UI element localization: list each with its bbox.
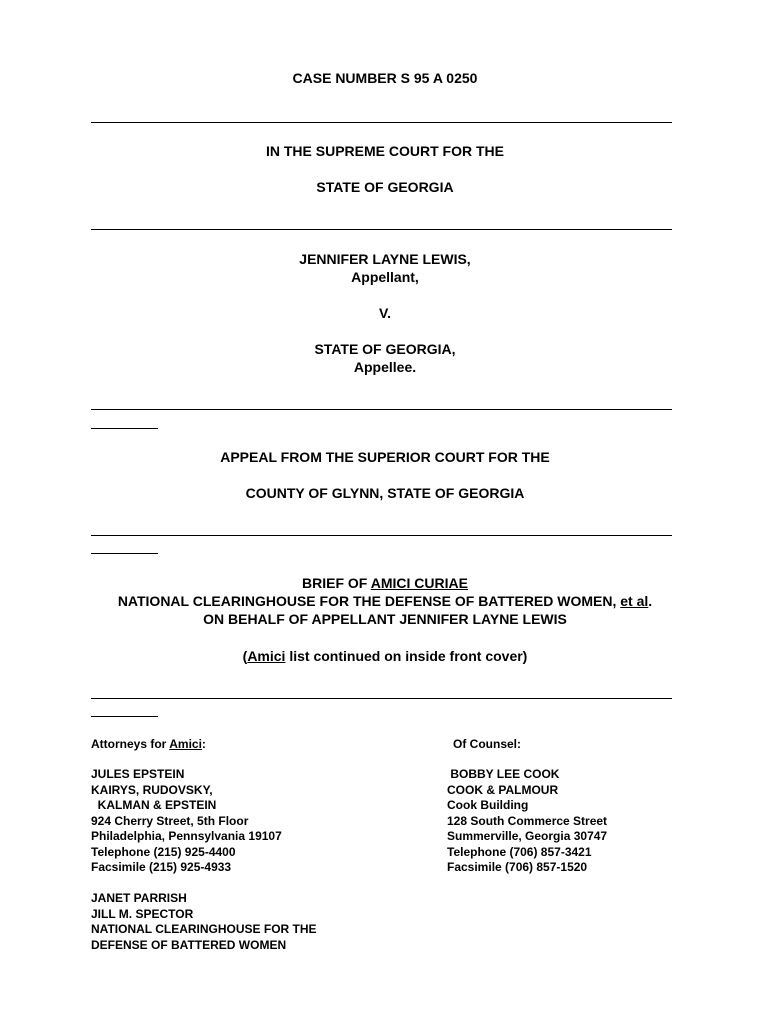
amici-underlined: Amici <box>169 737 202 751</box>
divider <box>91 229 672 230</box>
appeal-line-1: APPEAL FROM THE SUPERIOR COURT FOR THE <box>220 449 550 465</box>
short-divider <box>91 553 158 554</box>
appellee-name: STATE OF GEORGIA, <box>314 341 456 357</box>
court-line-2: STATE OF GEORGIA <box>316 179 454 195</box>
attorney-block-epstein: JULES EPSTEIN KAIRYS, RUDOVSKY, KALMAN & EPSTEIN 924 Cherry Street, 5th Floor Philadelphia, Pennsylvania 19107 Telephone (215) 925-4400 Facsimile (215) 925-4933 <box>91 767 282 874</box>
appellee-role: Appellee. <box>353 359 417 375</box>
divider <box>91 409 672 410</box>
appellant-role: Appellant, <box>351 269 419 285</box>
amici-curiae-underlined: AMICI CURIAE <box>370 575 468 591</box>
counsel-block-cook: BOBBY LEE COOK COOK & PALMOUR Cook Building 128 South Commerce Street Summerville, Georgia 30747 Telephone (706) 857-3421 Facsimile (706) 857-1520 <box>447 767 608 874</box>
amici-note: (Amici list continued on inside front cover) <box>242 648 528 664</box>
attorneys-heading: Attorneys for Amici: <box>91 737 206 751</box>
appellant-name: JENNIFER LAYNE LEWIS, <box>299 251 471 267</box>
attorney-block-clearinghouse: JANET PARRISH JILL M. SPECTOR NATIONAL CLEARINGHOUSE FOR THE DEFENSE OF BATTERED WOMEN <box>91 891 317 952</box>
brief-line-2: NATIONAL CLEARINGHOUSE FOR THE DEFENSE OF BATTERED WOMEN, et al. <box>117 593 653 609</box>
short-divider <box>91 428 158 429</box>
appeal-line-2: COUNTY OF GLYNN, STATE OF GEORGIA <box>245 485 525 501</box>
court-line-1: IN THE SUPREME COURT FOR THE <box>265 143 504 159</box>
case-number: CASE NUMBER S 95 A 0250 <box>292 70 478 86</box>
short-divider <box>91 716 158 717</box>
divider <box>91 535 672 536</box>
divider <box>91 698 672 699</box>
brief-title: BRIEF OF AMICI CURIAE <box>302 575 468 591</box>
brief-line-3: ON BEHALF OF APPELLANT JENNIFER LAYNE LEWIS <box>203 611 567 627</box>
counsel-heading: Of Counsel: <box>453 737 521 751</box>
amici-underlined: Amici <box>247 648 286 664</box>
divider <box>91 122 672 123</box>
et-al-underlined: et al <box>620 593 649 609</box>
versus: V. <box>379 305 391 321</box>
